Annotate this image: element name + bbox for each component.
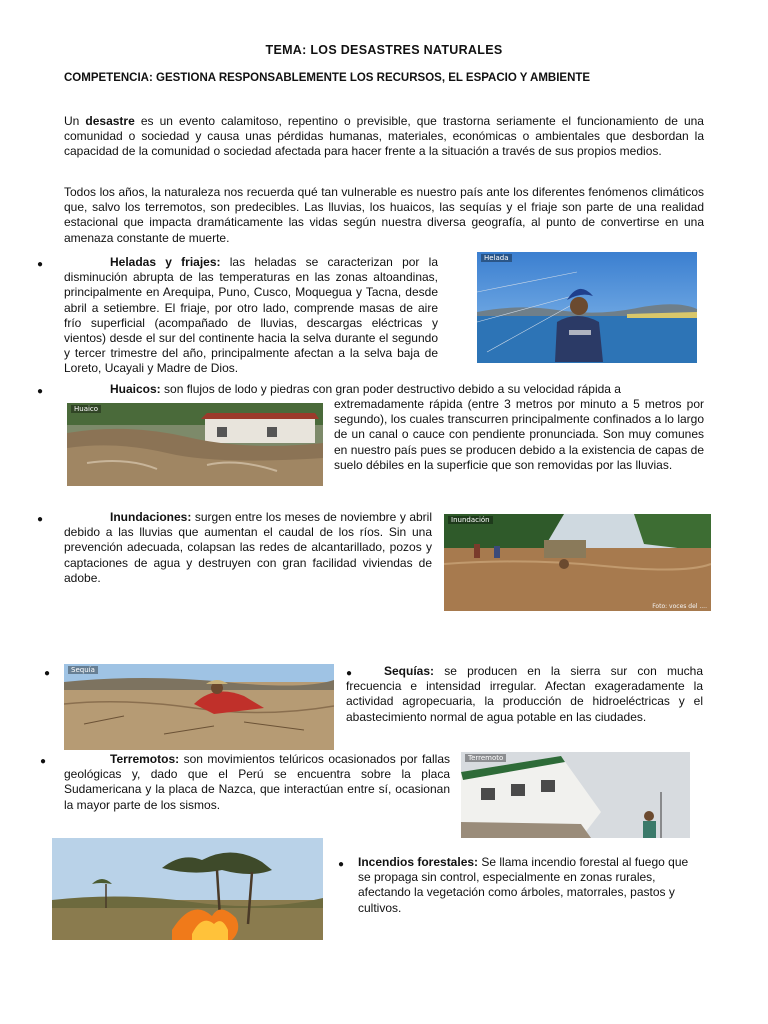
bullet-sequias-left: ● (44, 668, 51, 679)
bullet-huaicos: ● (37, 386, 44, 397)
inundaciones-text: surgen entre los meses de noviembre y abril debido a las lluvias que aumentan el caudal de los ríos. Sin una prevención adecuada, colapsan las redes de alcantarillado, pozos y captaciones de agua y destruyen con gran facilidad viviendas de adobe. (64, 510, 432, 585)
huaicos-paragraph-first (110, 382, 704, 397)
terremotos-paragraph (64, 752, 450, 813)
incendios-text: Se llama incendio forestal al fuego que se propaga sin control, especialmente en zonas rurales, afectando la vegetación como árboles, matorrales, pastos y cultivos. (358, 855, 689, 915)
inundaciones-label: Inundaciones: (110, 510, 192, 524)
huaicos-photo (67, 403, 323, 486)
desastre-term: desastre (85, 114, 135, 128)
bullet-inundaciones: ● (37, 514, 44, 525)
bullet-heladas: ● (37, 259, 44, 270)
intro-text-start: Un (64, 114, 86, 128)
bullet-terremotos: ● (40, 756, 47, 767)
heladas-label: Heladas y friajes: (110, 255, 221, 269)
inundaciones-image-credit: Foto: voces del .... (652, 603, 707, 610)
incendios-photo (52, 838, 323, 940)
heladas-text: las heladas se caracterizan por la disminución abrupta de las temperaturas en las zonas altoandinas, principalmente en Arequipa, Puno, Cusco, Moquegua y Tacna, desde abril a setiembre. El friaje, por otro lado, comprende masas de aire frío superficial (acompañado de lluvias, descargas eléctricas y vientos) desde el sur del continente hacia la selva durante el segundo y tercer trimestre del año, principalmente afectan a la selva baja de Loreto, Ucayali y Madre de Dios. (64, 255, 438, 376)
intro-paragraph-1 (64, 114, 704, 160)
heladas-paragraph (64, 255, 438, 377)
bullet-sequias: ● (346, 668, 353, 679)
inundaciones-paragraph (64, 510, 432, 586)
intro-text-rest: es un evento calamitoso, repentino o previsible, que trastorna seriamente el funcionamiento de una comunidad o sociedad y causa unas pérdidas humanas, materiales, económicas o ambientales que desbordan la capacidad de la comunidad o sociedad afectada para hacer frente a la situación a través de sus propios medios. (64, 114, 704, 159)
huaicos-text-first: son flujos de lodo y piedras con gran poder destructivo debido a su velocidad rápida a (160, 382, 621, 396)
inundaciones-photo (444, 514, 711, 611)
terremotos-text: son movimientos telúricos ocasionados por fallas geológicas y, dado que el Perú se encuentra sobre la placa Sudamericana y la placa de Nazca, que interactúan entre sí, ocasionan la mayor parte de los sismos. (64, 752, 450, 812)
sequias-label: Sequías: (384, 664, 435, 678)
sequias-image-tag: Sequía (68, 666, 98, 674)
incendios-label: Incendios forestales: (358, 855, 479, 869)
heladas-image-tag: Helada (481, 254, 512, 262)
terremotos-photo (461, 752, 690, 838)
huaicos-label: Huaicos: (110, 382, 161, 396)
competencia-heading: COMPETENCIA: GESTIONA RESPONSABLEMENTE LOS RECURSOS, EL ESPACIO Y AMBIENTE (64, 72, 591, 84)
inundaciones-image-tag: Inundación (448, 516, 493, 524)
huaicos-paragraph-rest: extremadamente rápida (entre 3 metros por minuto a 5 metros por segundo), los cuales transcurren principalmente confinados a lo largo de un canal o cauce con pendiente pronunciada. Son muy comunes en nuestro país pues se producen debido a la existencia de capas de suelo débiles en la superficie que son removidas por las lluvias. (334, 397, 704, 472)
sequias-text: se producen en la sierra sur con mucha frecuencia e intensidad irregular. Afectan exageradamente la actividad agropecuaria, la producción de hidroeléctricas y el abastecimiento normal de agua potable en las ciudades. (346, 664, 703, 724)
huaicos-image-tag: Huaico (71, 405, 101, 413)
sequias-photo (64, 664, 334, 750)
terremotos-label: Terremotos: (110, 752, 180, 766)
heladas-photo (477, 252, 697, 363)
terremotos-image-tag: Terremoto (465, 754, 506, 762)
page-title: TEMA: LOS DESASTRES NATURALES (265, 43, 503, 57)
sequias-paragraph (346, 664, 703, 725)
bullet-incendios: ● (338, 859, 345, 870)
incendios-paragraph (358, 855, 703, 916)
intro-paragraph-2: Todos los años, la naturaleza nos recuerda qué tan vulnerable es nuestro país ante los diferentes fenómenos climáticos que, salvo los terremotos, son predecibles. Las lluvias, los huaicos, las sequías y el friaje son parte de una realidad estacional que impacta dramáticamente las vidas según nuestra diversa geografía, al punto de convertirse en una amenaza constante de muerte. (64, 185, 704, 245)
